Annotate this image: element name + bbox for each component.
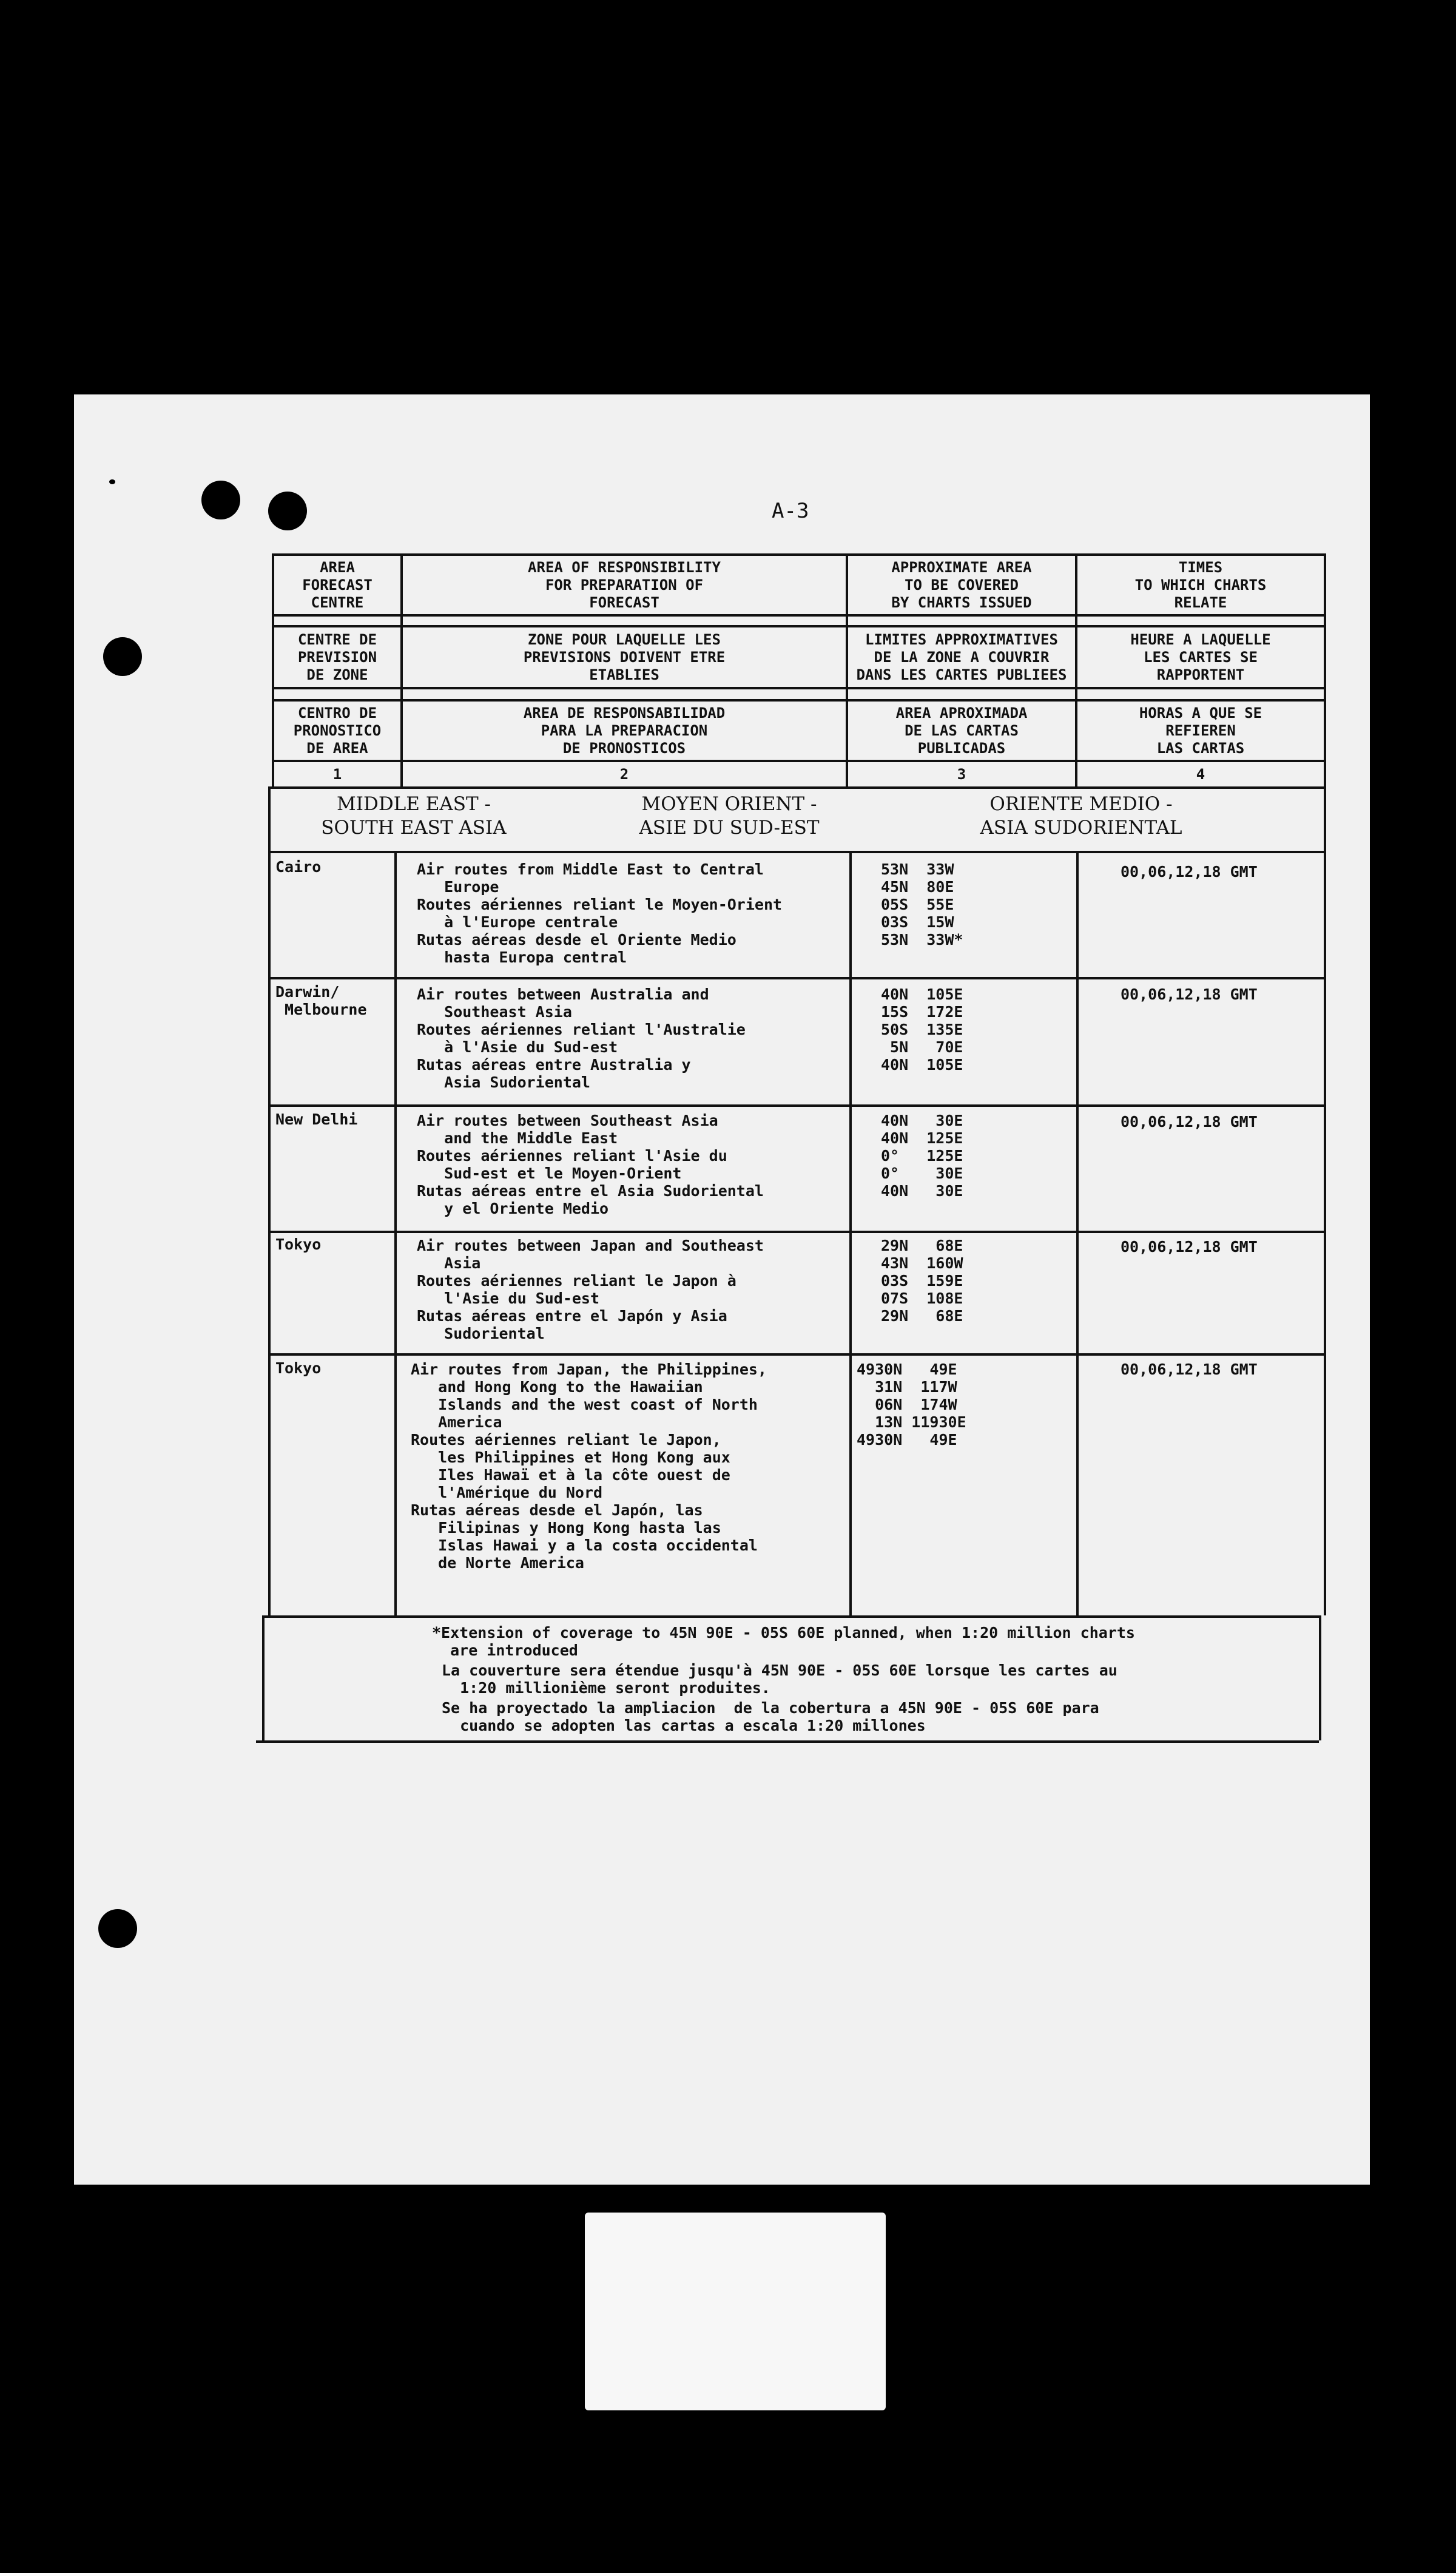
centre-name: Tokyo	[275, 1236, 322, 1253]
punch-hole	[201, 481, 240, 519]
header-centre-de-prevision: CENTRE DE PREVISION DE ZONE	[297, 631, 377, 683]
column-number: 1	[332, 765, 342, 783]
area-coordinates: 53N 33W 45N 80E 05S 55E 03S 15W 53N 33W*	[881, 860, 963, 948]
route-description: Air routes between Japan and Southeast Asia Routes aériennes reliant le Japon à l'Asie du Sud-est Rutas aéreas entre el Japón y Asia Sudoriental	[417, 1237, 764, 1342]
region-spanish: ORIENTE MEDIO - ASIA SUDORIENTAL	[980, 793, 1182, 839]
header-centro-de-pronostico: CENTRO DE PRONOSTICO DE AREA	[293, 704, 382, 757]
footnote-english: *Extension of coverage to 45N 90E - 05S 60E planned, when 1:20 million charts are introduced	[432, 1624, 1135, 1659]
forecast-table	[268, 553, 1325, 1743]
area-coordinates: 29N 68E 43N 160W 03S 159E 07S 108E 29N 68E	[881, 1237, 963, 1325]
header-area-forecast-centre: AREA FORECAST CENTRE	[302, 558, 372, 611]
region-french: MOYEN ORIENT - ASIE DU SUD-EST	[639, 793, 820, 839]
header-area-of-responsibility: AREA OF RESPONSIBILITY FOR PREPARATION OF FORECAST	[528, 558, 721, 611]
route-description: Air routes from Japan, the Philippines, and Hong Kong to the Hawaiian Islands and the west coast of North America Routes aériennes reliant le Japon, les Philippines et Hong Kong aux Iles Hawaï et à la côte ouest de l'Amérique du Nord Rutas aéreas desde el Japón, las Filipinas y Hong Kong hasta las Islas Hawai y a la costa occidental de Norte America	[411, 1361, 767, 1572]
route-description: Air routes between Australia and Southeast Asia Routes aériennes reliant l'Australie à l'Asie du Sud-est Rutas aéreas entre Australia y Asia Sudoriental	[417, 986, 746, 1091]
paper-speck	[109, 479, 115, 484]
page-number: A-3	[772, 499, 809, 523]
footnote-french: La couverture sera étendue jusqu'à 45N 90E - 05S 60E lorsque les cartes au 1:20 millionième seront produites.	[442, 1662, 1117, 1697]
header-heure: HEURE A LAQUELLE LES CARTES SE RAPPORTENT	[1130, 631, 1271, 683]
centre-name: Darwin/ Melbourne	[275, 983, 367, 1018]
area-coordinates: 40N 105E 15S 172E 50S 135E 5N 70E 40N 105E	[881, 986, 963, 1073]
blank-label-card	[585, 2213, 886, 2410]
document-page	[74, 394, 1370, 2185]
punch-hole	[268, 492, 307, 530]
route-description: Air routes between Southeast Asia and the Middle East Routes aériennes reliant l'Asie du Sud-est et le Moyen-Orient Rutas aéreas entre el Asia Sudoriental y el Oriente Medio	[417, 1112, 764, 1217]
header-area-aproximada: AREA APROXIMADA DE LAS CARTAS PUBLICADAS	[895, 704, 1028, 757]
area-coordinates: 40N 30E 40N 125E 0° 125E 0° 30E 40N 30E	[881, 1112, 963, 1200]
header-limites: LIMITES APPROXIMATIVES DE LA ZONE A COUVRIR DANS LES CARTES PUBLIEES	[856, 631, 1067, 683]
chart-times: 00,06,12,18 GMT	[1121, 1361, 1258, 1378]
centre-name: Cairo	[275, 858, 322, 876]
footnote-spanish: Se ha proyectado la ampliacion de la cobertura a 45N 90E - 05S 60E para cuando se adopten las cartas a escala 1:20 millones	[442, 1699, 1099, 1734]
header-area-de-responsabilidad: AREA DE RESPONSABILIDAD PARA LA PREPARACION DE PRONOSTICOS	[523, 704, 726, 757]
centre-name: New Delhi	[275, 1111, 358, 1128]
region-english: MIDDLE EAST - SOUTH EAST ASIA	[321, 793, 507, 839]
route-description: Air routes from Middle East to Central Europe Routes aériennes reliant le Moyen-Orient à l'Europe centrale Rutas aéreas desde el Oriente Medio hasta Europa central	[417, 860, 783, 966]
chart-times: 00,06,12,18 GMT	[1121, 1238, 1258, 1256]
header-zone: ZONE POUR LAQUELLE LES PREVISIONS DOIVENT ETRE ETABLIES	[523, 631, 726, 683]
chart-times: 00,06,12,18 GMT	[1121, 1113, 1258, 1131]
chart-times: 00,06,12,18 GMT	[1121, 863, 1258, 881]
column-number: 2	[619, 765, 629, 783]
chart-times: 00,06,12,18 GMT	[1121, 986, 1258, 1003]
header-approximate-area: APPROXIMATE AREA TO BE COVERED BY CHARTS ISSUED	[891, 558, 1032, 611]
header-horas: HORAS A QUE SE REFIEREN LAS CARTAS	[1139, 704, 1262, 757]
column-number: 4	[1196, 765, 1205, 783]
column-number: 3	[957, 765, 966, 783]
centre-name: Tokyo	[275, 1359, 322, 1377]
area-coordinates: 4930N 49E 31N 117W 06N 174W 13N 11930E 4930N 49E	[857, 1361, 966, 1449]
header-times: TIMES TO WHICH CHARTS RELATE	[1134, 558, 1267, 611]
punch-hole	[103, 637, 142, 676]
punch-hole	[98, 1909, 137, 1948]
